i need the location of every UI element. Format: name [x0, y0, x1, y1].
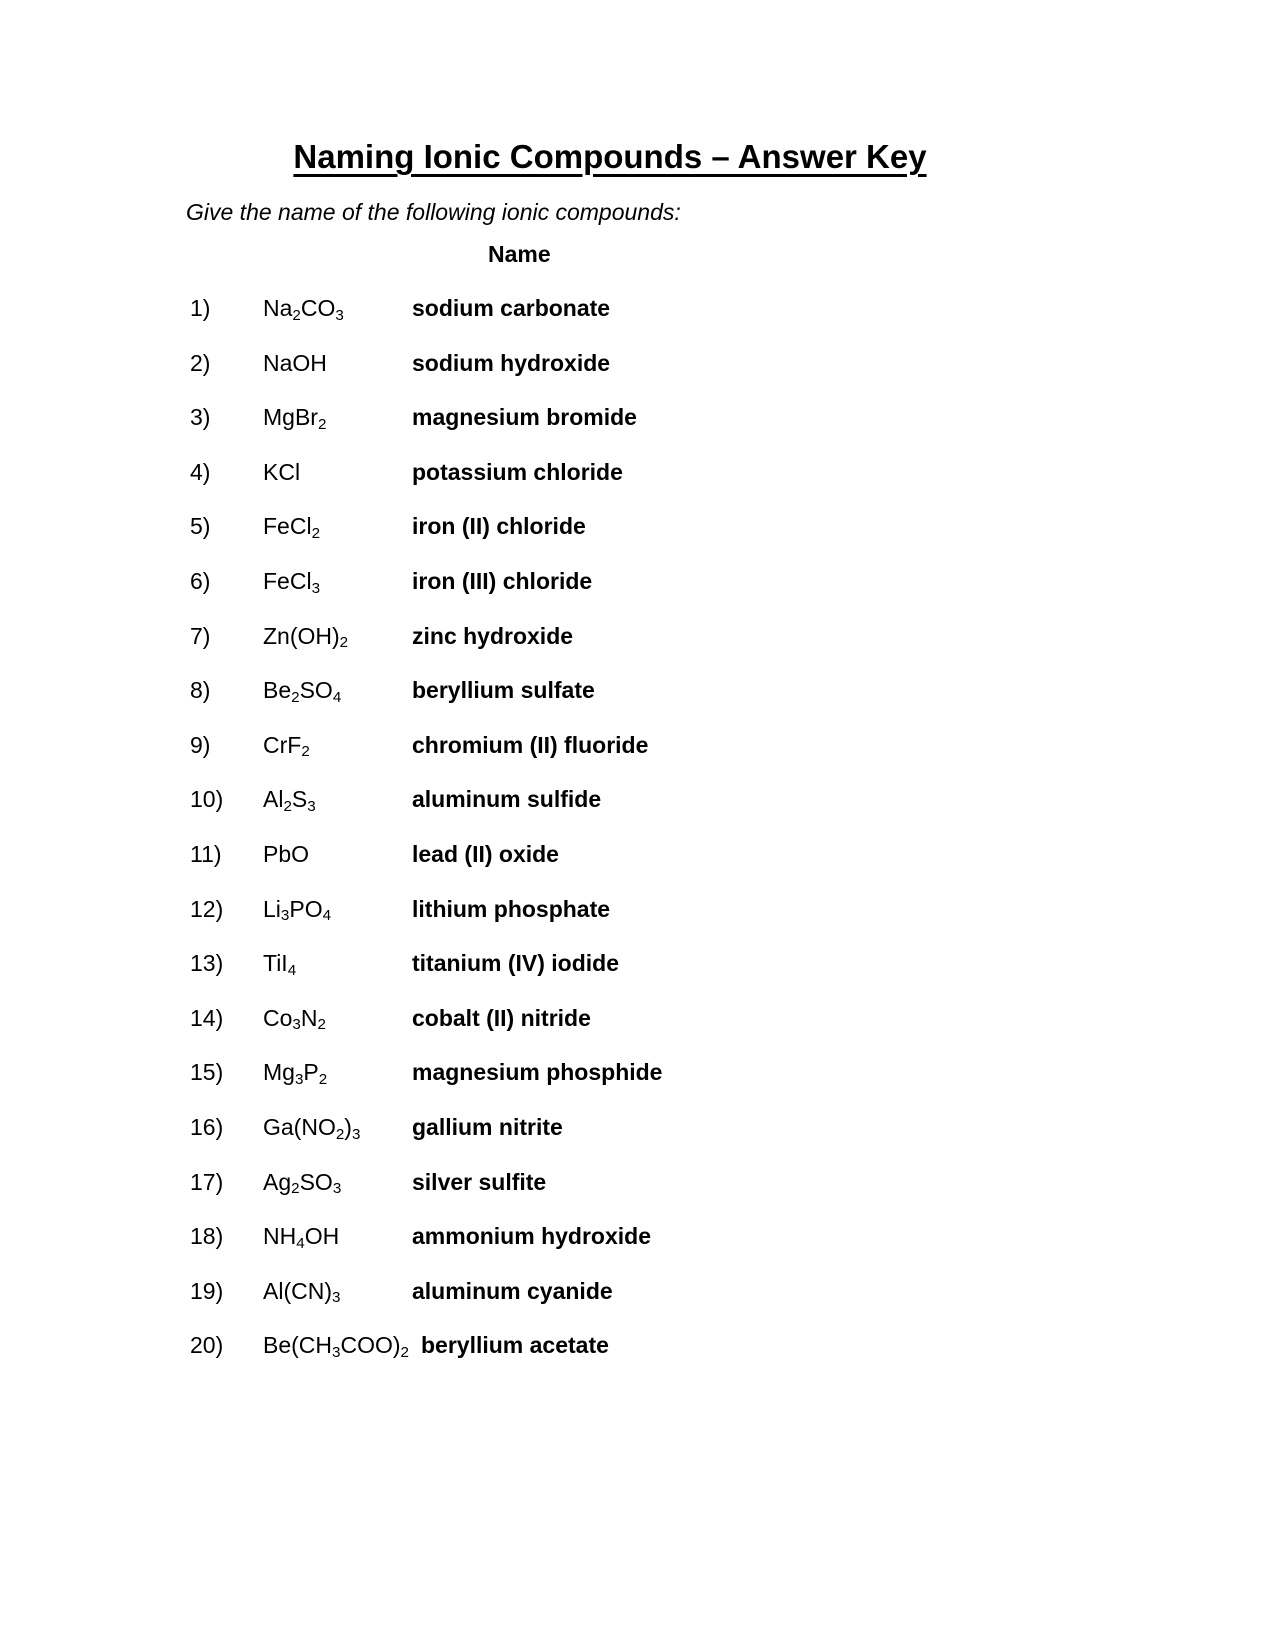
compound-name: ammonium hydroxide	[412, 1223, 651, 1250]
item-number: 14)	[190, 1004, 224, 1031]
compound-formula: $Mg_3P_2$	[263, 1059, 328, 1088]
compound-name: gallium nitrite	[412, 1113, 563, 1140]
compound-formula: $Ag_2SO_3$	[263, 1168, 342, 1198]
item-number: 19)	[190, 1277, 224, 1304]
compound-name: zinc hydroxide	[412, 622, 574, 649]
compound-row	[190, 1059, 1235, 1089]
item-number: 10)	[190, 786, 224, 813]
compound-formula: MgBr$_2$	[263, 404, 327, 433]
item-number: 17)	[190, 1168, 224, 1195]
item-number: 3)	[190, 404, 211, 431]
compound-formula: $Be(CH_3COO)_2$	[263, 1332, 409, 1361]
compound-row	[190, 295, 1235, 325]
item-number: 15)	[190, 1059, 224, 1086]
item-number: 8)	[190, 677, 211, 704]
compound-formula: FeCl$_3$	[263, 567, 321, 597]
compound-formula: $Ga(NO_2)_3$	[263, 1113, 361, 1143]
item-number: 20)	[190, 1332, 224, 1359]
compound-name: aluminum cyanide	[412, 1277, 613, 1304]
compound-name: lithium phosphate	[412, 895, 611, 922]
compound-name: titanium (IV) iodide	[412, 950, 619, 977]
compound-row	[190, 1223, 1235, 1253]
compound-name: silver sulfite	[412, 1168, 547, 1195]
compound-formula: $Li_3PO_4$	[263, 895, 332, 925]
compound-formula: $NH_4OH$	[263, 1223, 340, 1252]
compound-formula: $Be_2SO_4$	[263, 677, 342, 706]
compound-name: iron (II) chloride	[412, 513, 586, 540]
compound-row	[190, 1332, 1235, 1362]
compound-formula: $Co_3N_2$	[263, 1004, 326, 1034]
item-number: 2)	[190, 349, 211, 376]
compound-formula: NaOH	[263, 349, 327, 376]
compound-formula: $Zn(OH)_2$	[263, 622, 349, 652]
compound-formula: $Al_2S_3$	[263, 786, 316, 815]
item-number: 12)	[190, 895, 224, 922]
compound-row	[190, 677, 1235, 707]
name-column-header: Name	[488, 241, 551, 267]
compound-name: iron (III) chloride	[412, 567, 593, 594]
compound-row	[190, 950, 1235, 980]
compound-formula: CrF$_2$	[263, 731, 310, 761]
item-number: 16)	[190, 1113, 224, 1140]
compound-row	[190, 350, 1235, 380]
compound-row	[190, 841, 1235, 871]
compound-name: cobalt (II) nitride	[412, 1004, 591, 1031]
compound-name: sodium carbonate	[412, 295, 611, 321]
compound-formula: $Al(CN)_3$	[263, 1277, 341, 1307]
item-number: 18)	[190, 1223, 224, 1250]
item-number: 1)	[190, 295, 211, 321]
compound-row	[190, 1169, 1235, 1199]
compound-formula: TiI$_4$	[263, 950, 297, 979]
item-number: 9)	[190, 731, 211, 758]
title-wrap	[0, 138, 1220, 176]
item-number: 5)	[190, 513, 211, 540]
item-number: 6)	[190, 567, 211, 594]
page-title: Naming Ionic Compounds – Answer Key	[293, 138, 927, 175]
compound-name: magnesium phosphide	[412, 1059, 663, 1086]
compound-row	[190, 1005, 1235, 1035]
compound-formula: KCl	[263, 458, 301, 485]
compound-row	[190, 623, 1235, 653]
item-number: 4)	[190, 458, 211, 485]
compound-row	[190, 513, 1235, 543]
compound-list	[190, 295, 1235, 1387]
compound-row	[190, 1278, 1235, 1308]
compound-name: lead (II) oxide	[412, 840, 559, 867]
compound-formula: FeCl$_2$	[263, 513, 321, 543]
compound-formula: $Na_2CO_3$	[263, 295, 344, 324]
compound-name: sodium hydroxide	[412, 349, 611, 376]
compound-row	[190, 786, 1235, 816]
compound-name: beryllium acetate	[420, 1332, 609, 1359]
compound-formula: PbO	[263, 840, 310, 867]
compound-row	[190, 732, 1235, 762]
item-number: 7)	[190, 622, 211, 649]
compound-name: aluminum sulfide	[412, 786, 602, 813]
item-number: 13)	[190, 950, 224, 977]
compound-name: magnesium bromide	[412, 404, 637, 431]
item-number: 11)	[190, 840, 222, 867]
compound-row	[190, 896, 1235, 926]
instruction-text: Give the name of the following ionic compounds:	[186, 199, 681, 225]
compound-row	[190, 459, 1235, 489]
compound-row	[190, 404, 1235, 434]
compound-name: beryllium sulfate	[412, 677, 595, 704]
compound-row	[190, 1114, 1235, 1144]
compound-row	[190, 568, 1235, 598]
compound-name: potassium chloride	[412, 458, 623, 485]
compound-name: chromium (II) fluoride	[412, 731, 649, 758]
